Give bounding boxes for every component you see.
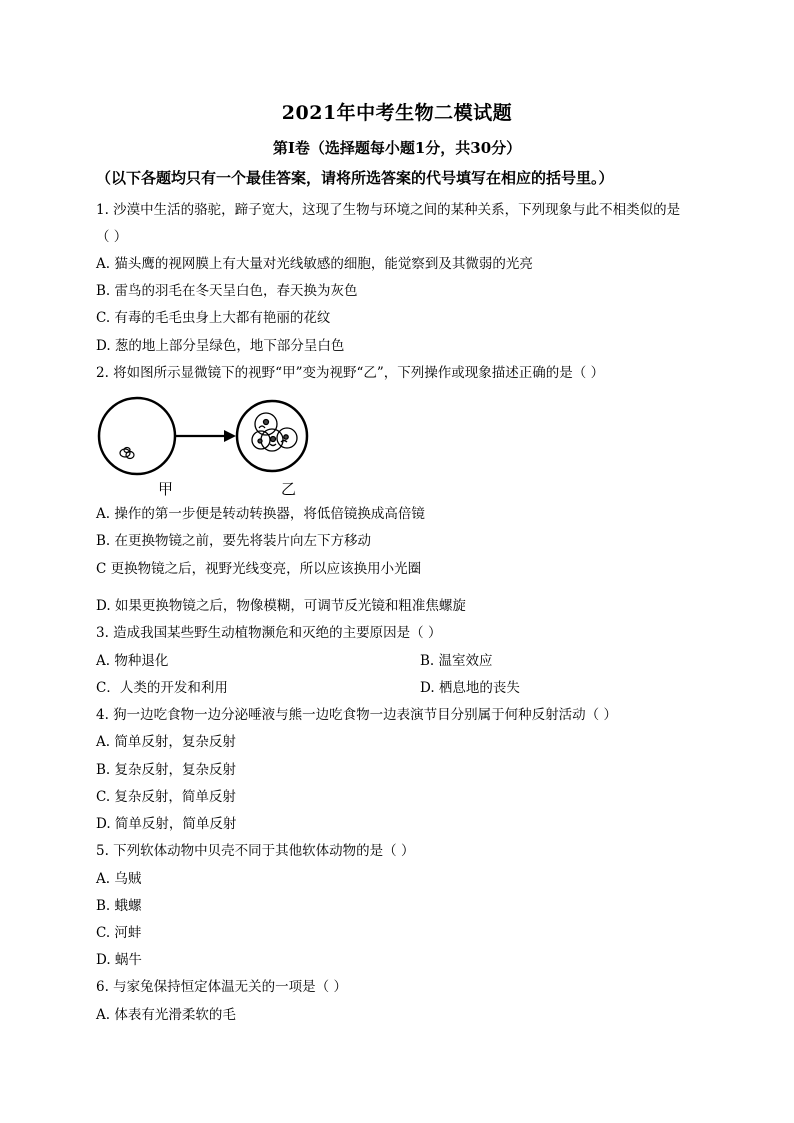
question-5-option-b: B. 蛾螺 [96,898,142,914]
question-5-stem: 5. 下列软体动物中贝壳不同于其他软体动物的是（ ） [96,843,415,859]
question-6-option-a: A. 体表有光滑柔软的毛 [96,1007,236,1023]
question-4-option-b: B. 复杂反射，复杂反射 [96,762,237,778]
question-6-stem: 6. 与家兔保持恒定体温无关的一项是（ ） [96,979,347,995]
question-2-stem: 2. 将如图所示显微镜下的视野“甲”变为视野“乙”，下列操作或现象描述正确的是（ ） [96,365,605,381]
question-2-option-b: B. 在更换物镜之前，要先将装片向左下方移动 [96,533,372,549]
question-4-stem: 4. 狗一边吃食物一边分泌唾液与熊一边吃食物一边表演节目分别属于何种反射活动（ ） [96,707,617,723]
question-3-option-a: A. 物种退化 [96,653,169,669]
question-1-option-c: C. 有毒的毛毛虫身上大都有艳丽的花纹 [96,310,331,326]
figure-label-jia: 甲 [158,480,174,498]
question-3-stem: 3. 造成我国某些野生动植物濒危和灭绝的主要原因是（ ） [96,625,442,641]
question-3-option-c: C．人类的开发和利用 [96,680,228,696]
question-4-option-c: C. 复杂反射，简单反射 [96,789,236,805]
question-2-option-d: D. 如果更换物镜之后，物像模糊，可调节反光镜和粗准焦螺旋 [96,598,466,614]
question-1-option-d: D. 葱的地上部分呈绿色，地下部分呈白色 [96,338,345,354]
microscope-view-diagram [96,393,366,503]
question-5-option-c: C. 河蚌 [96,925,142,941]
question-5-option-d: D. 蜗牛 [96,952,142,968]
question-1-stem: 1. 沙漠中生活的骆驼，蹄子宽大，这现了生物与环境之间的某种关系，下列现象与此不相类似的是 [96,202,681,218]
question-1-option-a: A. 猫头鹰的视网膜上有大量对光线敏感的细胞，能觉察到及其微弱的光亮 [96,256,533,272]
page-title: 2021年中考生物二模试题 [281,102,513,124]
view-jia-cells [120,448,134,459]
view-jia-circle [99,398,175,474]
arrow-head [224,430,236,442]
question-2-option-c: C 更换物镜之后，视野光线变亮，所以应该换用小光圈 [96,561,422,577]
figure-label-yi: 乙 [281,480,297,498]
view-yi-cells [252,413,297,451]
question-1-stem-cont: （ ） [96,229,128,245]
question-1-option-b: B. 雷鸟的羽毛在冬天呈白色，春天换为灰色 [96,283,358,299]
question-3-option-d: D. 栖息地的丧失 [420,680,520,696]
question-3-option-b: B. 温室效应 [420,653,493,669]
question-4-option-d: D. 简单反射，简单反射 [96,816,237,832]
instruction-text: （以下各题均只有一个最佳答案，请将所选答案的代号填写在相应的括号里。） [96,169,614,187]
question-2-option-a: A. 操作的第一步便是转动转换器，将低倍镜换成高倍镜 [96,506,425,522]
question-4-option-a: A. 简单反射，复杂反射 [96,734,236,750]
microscope-figure [96,393,366,503]
question-5-option-a: A. 乌贼 [96,871,142,887]
section-heading: 第I卷（选择题每小题1分，共30分） [272,139,522,157]
